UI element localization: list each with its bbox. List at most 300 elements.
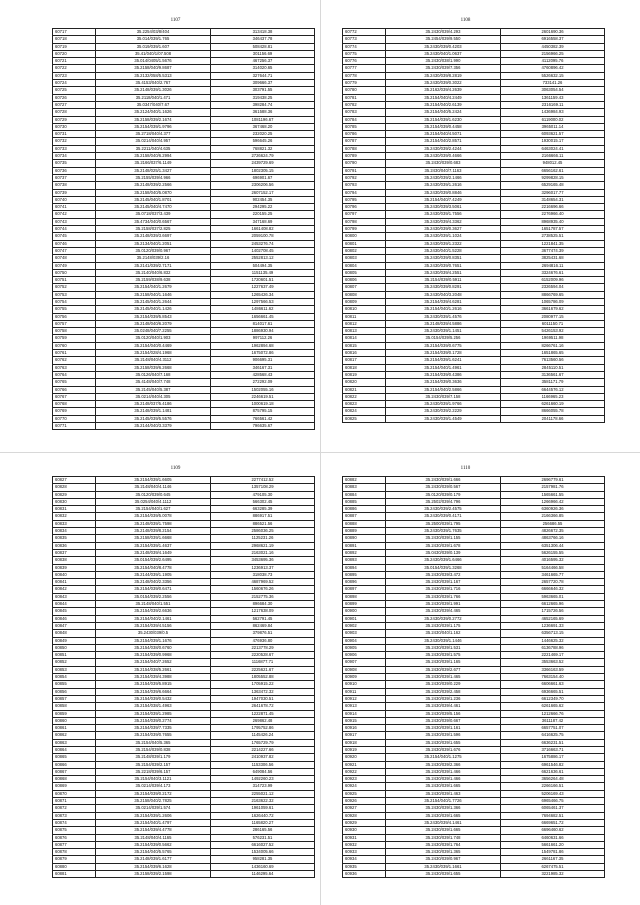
table-row [53,204,315,211]
table-row [343,342,605,349]
value-cell: 2266166.51 [501,783,605,790]
table-row [343,328,605,335]
table-row [53,80,315,87]
coordinate-cell: 35.2430/039/0.8351 [386,255,501,262]
coordinate-cell: 35.2158/040/1.1646 [96,291,211,298]
point-id-cell: 60891 [343,542,386,549]
value-cell: 1146295.64 [211,871,315,878]
value-cell: 2156966.25 [501,50,605,57]
coordinate-cell: 35.2162/039/4.2639 [386,87,501,94]
table-row [53,768,315,775]
point-id-cell: 60818 [343,364,386,371]
table-row [343,717,605,724]
table-row [343,593,605,600]
value-cell: 6261660.19 [501,401,605,408]
table-row [53,513,315,520]
point-id-cell: 60737 [53,174,96,181]
point-id-cell: 60789 [343,153,386,160]
coordinate-cell: 35.2154/040/2.5866 [386,386,501,393]
table-row [343,819,605,826]
point-id-cell: 60889 [343,528,386,535]
coordinate-cell: 35.2154/038/0.6760 [96,644,211,651]
value-cell: 1805552.88 [211,674,315,681]
table-row [53,725,315,732]
point-id-cell: 60865 [53,754,96,761]
point-id-cell: 60764 [53,371,96,378]
coordinate-cell: 35.2154/039/0.9968 [96,652,211,659]
value-cell: 1795752.86 [211,725,315,732]
table-row [53,335,315,342]
value-cell: 428568.43 [211,371,315,378]
table-row [343,240,605,247]
table-row [53,167,315,174]
table-row [343,571,605,578]
coordinate-cell: 35.2430/039/0.683 [386,160,501,167]
value-cell: 906695.31 [211,357,315,364]
point-id-cell: 60781 [343,94,386,101]
coordinate-cell: 35.2430/039/1.155 [386,535,501,542]
coordinate-cell: 35.2154/040/5.5765 [96,849,211,856]
table-row [343,87,605,94]
coordinate-cell: 35.2166/037/6.1149 [96,160,211,167]
table-page-number: 1108 [460,18,471,23]
value-cell: 2552813.12 [211,255,315,262]
point-id-cell: 60909 [343,674,386,681]
point-id-cell: 60814 [343,335,386,342]
table-row [343,350,605,357]
coordinate-cell: 35.4734/040/0.6567 [96,218,211,225]
coordinate-cell: 35.4148/040/7.748 [96,379,211,386]
table-row [343,754,605,761]
table-row [343,776,605,783]
table-row [343,80,605,87]
point-id-cell: 60915 [343,717,386,724]
table-row [343,630,605,637]
value-cell: 379876.51 [211,630,315,637]
coordinate-cell: 35.2502/039/4.796 [386,498,501,505]
point-id-cell: 60850 [53,644,96,651]
point-id-cell: 60792 [343,174,386,181]
value-cell: 5626155.55 [501,549,605,556]
table-row [343,506,605,513]
table-row [53,386,315,393]
point-id-cell: 60827 [53,477,96,484]
coordinate-cell: 35.2154/039/1.6241 [386,357,501,364]
table-row [343,72,605,79]
table-row [53,182,315,189]
value-cell: 2968621.19 [211,542,315,549]
value-cell: 958281.35 [211,856,315,863]
coordinate-cell: 35.2154/039/0.1728 [386,350,501,357]
point-id-cell: 60719 [53,43,96,50]
table-row [53,579,315,586]
coordinate-cell: 35.2158/039/2.1674 [96,116,211,123]
table-row [343,277,605,284]
table-row [53,357,315,364]
coordinate-cell: 35.0154/039/5.256 [386,335,501,342]
coordinate-cell: 35.2154/028/4.1968 [96,350,211,357]
coordinate-cell: 35.2154/040/1.7726 [386,798,501,805]
coordinate-cell: 35.2154/039/5.0078 [96,513,211,520]
table-row [53,637,315,644]
coordinate-cell: 35.2430/039/1.465 [386,674,501,681]
table-row [53,174,315,181]
coordinate-cell: 35.2154/039/1.2606 [96,812,211,819]
point-id-cell: 60883 [343,484,386,491]
coordinate-cell: 35.014/039/1.765 [96,36,211,43]
coordinate-cell: 35.2154/039/4.3988 [96,674,211,681]
point-id-cell: 60825 [343,415,386,422]
table-row [343,65,605,72]
value-cell: 1651865.65 [501,350,605,357]
point-id-cell: 60817 [343,357,386,364]
value-cell: 733141.26 [501,80,605,87]
table-row [343,101,605,108]
point-id-cell: 60735 [53,160,96,167]
value-cell: 8866769.65 [501,291,605,298]
point-id-cell: 60815 [343,342,386,349]
table-row [343,856,605,863]
value-cell: 8968935.40 [501,218,605,225]
value-cell: 5526632.15 [501,72,605,79]
value-cell: 1236913.37 [211,564,315,571]
value-cell: 4016595.32 [501,557,605,564]
coordinate-cell: 35.2145/040/1.1426 [96,306,211,313]
point-id-cell: 60873 [53,812,96,819]
table-row [53,153,315,160]
table-row [53,717,315,724]
point-id-cell: 60881 [53,871,96,878]
table-row [53,247,315,254]
value-cell: 3716663.71 [501,746,605,753]
table-row [343,189,605,196]
value-cell: 1675886.17 [501,754,605,761]
value-cell: 1145426.24 [211,732,315,739]
value-cell: 1486611.62 [211,306,315,313]
point-id-cell: 60841 [53,579,96,586]
point-id-cell: 60721 [53,58,96,65]
coordinate-cell: 35.2430/039/0.4203 [386,43,501,50]
table-row [343,498,605,505]
coordinate-cell: 35.2430/039/1.1446 [386,637,501,644]
value-cell: 6351306.44 [501,542,605,549]
table-row [53,849,315,856]
coordinate-cell: 35.2500/039/1.795 [386,520,501,527]
table-row [53,644,315,651]
coordinate-cell: 35.0254/040/4.1112 [96,498,211,505]
coordinate-cell: 35.2430/039/1.165 [386,659,501,666]
table-row [53,423,315,430]
point-id-cell: 60805 [343,269,386,276]
coordinate-cell: 35.2430/039/2.366 [386,761,501,768]
point-id-cell: 60852 [53,659,96,666]
point-id-cell: 60732 [53,138,96,145]
value-cell: 2080977.15 [501,313,605,320]
coordinate-cell: 35.2148/039/8.2154 [96,528,211,535]
table-row [343,218,605,225]
table-row [53,277,315,284]
table-row [53,160,315,167]
point-id-cell: 60864 [53,746,96,753]
value-cell: 886521.56 [211,520,315,527]
table-row [343,549,605,556]
point-id-cell: 60763 [53,364,96,371]
point-id-cell: 60906 [343,652,386,659]
value-cell: 1081196.67 [211,116,315,123]
coordinate-cell: 35.2430/038/1.990 [386,58,501,65]
point-id-cell: 60791 [343,167,386,174]
table-row [53,94,315,101]
table-row [53,812,315,819]
point-id-cell: 60748 [53,255,96,262]
value-cell: 7613560.56 [501,357,605,364]
table-row [343,386,605,393]
value-cell: 2453276.74 [211,240,315,247]
value-cell: 1436984.93 [501,109,605,116]
value-cell: 3366163.59 [501,666,605,673]
table-row [53,477,315,484]
point-id-cell: 60922 [343,768,386,775]
coordinate-cell: 35.2148/037/5.4186 [96,401,211,408]
point-id-cell: 60725 [53,87,96,94]
coordinate-cell: 35.2430/039/4.3362 [386,218,501,225]
coordinate-cell: 35.2148/039/2.16 [96,255,211,262]
table-row [343,320,605,327]
point-id-cell: 60760 [53,342,96,349]
value-cell: 6606661.63 [501,681,605,688]
table-row [343,357,605,364]
point-id-cell: 60762 [53,357,96,364]
table-row [53,328,315,335]
point-id-cell: 60900 [343,608,386,615]
value-cell: 269862.48 [211,717,315,724]
point-id-cell: 60857 [53,695,96,702]
point-id-cell: 60730 [53,123,96,130]
coordinate-cell: 35.2154/039/2.6636 [96,608,211,615]
table-row [53,710,315,717]
table-row [343,255,605,262]
coordinate-cell: 35.2430/039/1.167 [386,579,501,586]
table-row [53,211,315,218]
point-id-cell: 60720 [53,50,96,57]
value-cell: 1217638.09 [211,608,315,615]
value-cell: 1116877.71 [211,659,315,666]
table-row [53,43,315,50]
point-id-cell: 60854 [53,674,96,681]
value-cell: 313418.38 [211,29,315,36]
table-row [343,123,605,130]
value-cell: 2316169.11 [501,101,605,108]
table-row [53,240,315,247]
table-row [53,226,315,233]
coordinate-table [52,28,315,430]
point-id-cell: 60860 [53,717,96,724]
value-cell: 3611187.42 [501,717,605,724]
coordinate-cell: 35.2430/039/1.666 [386,477,501,484]
coordinate-cell: 35.2154/040/5.2424 [386,109,501,116]
table-row [53,732,315,739]
table-row [53,491,315,498]
table-row [343,768,605,775]
point-id-cell: 60749 [53,262,96,269]
value-cell: 1492260.23 [211,776,315,783]
value-cell: 319438.25 [211,94,315,101]
value-cell: 347168.69 [211,218,315,225]
point-id-cell: 60916 [343,725,386,732]
table-row [343,695,605,702]
table-row [343,262,605,269]
table-row [53,754,315,761]
table-row [343,710,605,717]
value-cell: 1361159.43 [501,94,605,101]
table-row [53,761,315,768]
point-id-cell: 60888 [343,520,386,527]
value-cell: 346167.31 [211,364,315,371]
table-page-number: 1107 [170,18,181,23]
value-cell: 6621636.61 [501,768,605,775]
point-id-cell: 60833 [53,520,96,527]
value-cell: 649084.56 [211,768,315,775]
point-id-cell: 60875 [53,827,96,834]
point-id-cell: 60727 [53,101,96,108]
value-cell: 286165.56 [211,827,315,834]
table-row [343,659,605,666]
value-cell: 1661408.82 [211,226,315,233]
table-row [53,666,315,673]
coordinate-cell: 35.0718/037/3.439 [96,211,211,218]
point-id-cell: 60840 [53,571,96,578]
table-row [53,284,315,291]
value-cell: 3553663.52 [501,659,605,666]
point-id-cell: 60848 [53,630,96,637]
point-id-cell: 60910 [343,681,386,688]
table-row [53,834,315,841]
value-cell: 3656264.48 [501,776,605,783]
point-id-cell: 60790 [343,160,386,167]
point-id-cell: 60786 [343,131,386,138]
value-cell: 1212666.76 [501,710,605,717]
coordinate-cell: 35.2430/039/1.766 [386,593,501,600]
point-id-cell: 60779 [343,80,386,87]
coordinate-cell: 35.2154/040/4.5071 [386,131,501,138]
point-id-cell: 60919 [343,746,386,753]
coordinate-cell: 35.2154/039/5.8915 [96,681,211,688]
point-id-cell: 60739 [53,189,96,196]
table-row [343,313,605,320]
coordinate-cell: 35.2154/039/2.157 [96,761,211,768]
value-cell: 2225621.67 [211,666,315,673]
point-id-cell: 60861 [53,725,96,732]
point-id-cell: 60802 [343,247,386,254]
point-id-cell: 60806 [343,277,386,284]
coordinate-cell: 35.2154/040/2.1461 [96,615,211,622]
coordinate-cell: 35.2148/039/1.3026 [96,87,211,94]
coordinate-cell: 35.2141/039/2.7171 [96,262,211,269]
coordinate-cell: 35.2430/039/1.7556 [386,211,501,218]
coordinate-cell: 35.2154/039/1.1676 [96,637,211,644]
table-row [53,415,315,422]
value-cell: 6011150.71 [501,320,605,327]
coordinate-cell: 35.2154/039/0.5662 [96,841,211,848]
point-id-cell: 60843 [53,593,96,600]
value-cell: 1446625.32 [501,637,605,644]
point-id-cell: 60856 [53,688,96,695]
value-cell: 2276966.40 [501,211,605,218]
coordinate-cell: 35.2155/039/4.966 [96,174,211,181]
value-cell: 7663154.40 [501,674,605,681]
value-cell: 1266966.42 [501,498,605,505]
value-cell: 2657720.78 [501,579,605,586]
table-row [53,688,315,695]
table-page-number: 1110 [460,466,471,471]
table-row [53,313,315,320]
table-row [343,579,605,586]
coordinate-cell: 35.2430/039/1.575 [386,652,501,659]
coordinate-cell: 35.2430/039/0.3627 [386,226,501,233]
point-id-cell: 60751 [53,277,96,284]
table-row [343,586,605,593]
value-cell: 256686.55 [501,520,605,527]
point-id-cell: 60853 [53,666,96,673]
point-id-cell: 60872 [53,805,96,812]
point-id-cell: 60724 [53,80,96,87]
point-id-cell: 60876 [53,834,96,841]
table-row [343,58,605,65]
table-row [53,342,315,349]
coordinate-cell: 35.2430/039/1.991 [386,601,501,608]
table-row [53,350,315,357]
coordinate-cell: 35.2158/039/2.1598 [96,871,211,878]
value-cell: 2166666.11 [501,153,605,160]
coordinate-cell: 35.2154/039/4.5156 [96,622,211,629]
coordinate-cell: 35.2154/039/0.5911 [386,277,501,284]
point-id-cell: 60765 [53,379,96,386]
point-id-cell: 60928 [343,812,386,819]
coordinate-cell: 35.2154/040/5.365 [96,739,211,746]
value-cell: 2661167.35 [501,856,605,863]
table-row [53,856,315,863]
value-cell: 2213778.29 [211,644,315,651]
coordinate-cell: 35.2154/039/6.6664 [96,688,211,695]
value-cell: 318038.73 [211,571,315,578]
value-cell: 6529165.48 [501,182,605,189]
value-cell: 3221985.32 [501,871,605,878]
table-row [343,834,605,841]
point-id-cell: 60933 [343,849,386,856]
coordinate-cell: 35.2430/039/1.655 [386,871,501,878]
value-cell: 1065786.09 [501,298,605,305]
value-cell: 6644576.12 [501,386,605,393]
value-cell: 7694682.51 [501,812,605,819]
table-row [53,593,315,600]
point-id-cell: 60758 [53,328,96,335]
value-cell: 1125231.26 [211,535,315,542]
point-id-cell: 60905 [343,644,386,651]
coordinate-cell: 35.2430/039/4.1461 [386,819,501,826]
coordinate-cell: 35.2154/039/0.2172 [96,790,211,797]
value-cell: 3965011.14 [501,123,605,130]
coordinate-cell: 35.2430/039/1.6466 [386,557,501,564]
coordinate-cell: 35.2154/040/1.4961 [386,364,501,371]
coordinate-cell: 35.2148/039/4.1649 [96,549,211,556]
coordinate-cell: 35.0120/039/0.645 [96,491,211,498]
value-cell: 814017.61 [211,320,315,327]
coordinate-cell: 35.2254/03/8/404 [96,29,211,36]
point-id-cell: 60835 [53,535,96,542]
table-row [343,703,605,710]
value-cell: 2326594.04 [501,284,605,291]
value-cell: 272292.09 [211,379,315,386]
